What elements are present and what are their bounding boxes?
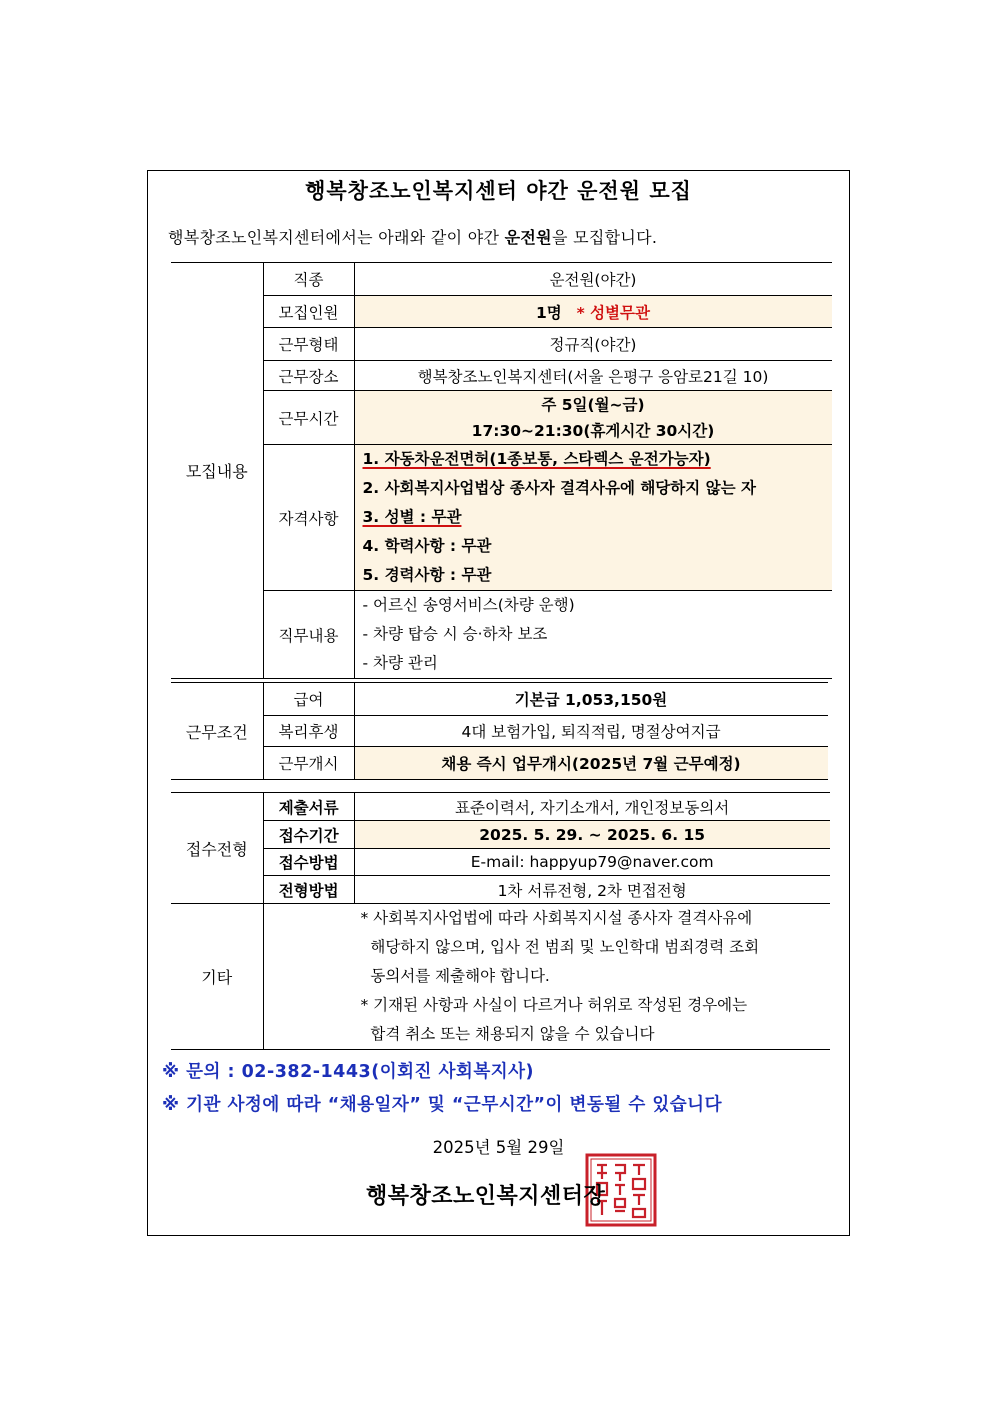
job-type-label: 직종	[263, 263, 354, 296]
recruit-group-label: 모집내용	[171, 263, 263, 679]
contact-info: ※ 문의 : 02-382-1443(이회진 사회복지사)	[162, 1062, 535, 1082]
docs-value: 표준이력서, 자기소개서, 개인정보동의서	[354, 793, 829, 821]
qualification-item: 5. 경력사항 : 무관	[362, 566, 492, 584]
qualification-item: 1. 자동차운전면허(1종보통, 스타렉스 운전가능자)	[362, 450, 711, 468]
duty-item: - 차량 탑승 시 승·하차 보조	[362, 625, 548, 643]
recruitment-notice	[147, 170, 850, 1236]
qualification-list	[354, 445, 832, 591]
etc-note-line: 동의서를 제출해야 합니다.	[360, 967, 550, 985]
etc-note-line: 합격 취소 또는 채용되지 않을 수 있습니다	[360, 1025, 655, 1043]
qualification-label: 자격사항	[263, 445, 354, 591]
duty-item: - 어르신 송영서비스(차량 운행)	[362, 596, 575, 614]
etc-note-line: 해당하지 않으며, 입사 전 범죄 및 노인학대 범죄경력 조회	[360, 938, 760, 956]
duties-label: 직무내용	[263, 591, 354, 679]
salary-value: 기본급 1,053,150원	[354, 683, 828, 716]
application-table	[171, 792, 830, 1050]
process-value: 1차 서류전형, 2차 면접전형	[354, 876, 829, 904]
method-label: 접수방법	[263, 849, 354, 876]
start-label: 근무개시	[263, 747, 354, 780]
conditions-table	[171, 682, 828, 780]
job-type-value: 운전원(야간)	[354, 263, 832, 296]
method-value: E-mail: happyup79@naver.com	[354, 849, 829, 876]
start-value: 채용 즉시 업무개시(2025년 7월 근무예정)	[354, 747, 828, 780]
salary-label: 급여	[263, 683, 354, 716]
headcount-label: 모집인원	[263, 296, 354, 328]
duties-list	[354, 591, 832, 679]
conditions-group-label: 근무조건	[171, 683, 263, 780]
etc-notes	[263, 904, 830, 1050]
intro-text: 행복창조노인복지센터에서는 아래와 같이 야간 운전원을 모집합니다.	[168, 228, 658, 247]
etc-group-label: 기타	[171, 904, 263, 1050]
work-form-value: 정규직(야간)	[354, 328, 832, 361]
page-title: 행복창조노인복지센터 야간 운전원 모집	[305, 179, 692, 203]
etc-note-line: * 사회복지사업법에 따라 사회복지시설 종사자 결격사유에	[360, 909, 753, 927]
signature: 행복창조노인복지센터장	[366, 1184, 606, 1209]
duty-item: - 차량 관리	[362, 654, 438, 672]
welfare-label: 복리후생	[263, 716, 354, 747]
notice-date: 2025년 5월 29일	[432, 1138, 565, 1157]
docs-label: 제출서류	[263, 793, 354, 821]
headcount-value: 1명 * 성별무관	[354, 296, 832, 328]
hours-label: 근무시간	[263, 391, 354, 445]
hours-value: 주 5일(월~금) 17:30~21:30(휴게시간 30시간)	[354, 391, 832, 445]
application-group-label: 접수전형	[171, 793, 263, 904]
process-label: 전형방법	[263, 876, 354, 904]
etc-note-line: * 기재된 사항과 사실이 다르거나 허위로 작성된 경우에는	[360, 996, 748, 1014]
headcount-note: * 성별무관	[576, 303, 650, 322]
location-value: 행복창조노인복지센터(서울 은평구 응암로21길 10)	[354, 361, 832, 391]
qualification-item: 4. 학력사항 : 무관	[362, 537, 492, 555]
location-label: 근무장소	[263, 361, 354, 391]
work-form-label: 근무형태	[263, 328, 354, 361]
change-notice: ※ 기관 사정에 따라 “채용일자” 및 “근무시간”이 변동될 수 있습니다	[162, 1095, 722, 1115]
period-value: 2025. 5. 29. ~ 2025. 6. 15	[354, 821, 829, 849]
qualification-item: 2. 사회복지사업법상 종사자 결격사유에 해당하지 않는 자	[362, 479, 756, 497]
recruit-table	[171, 262, 832, 679]
period-label: 접수기간	[263, 821, 354, 849]
welfare-value: 4대 보험가입, 퇴직적립, 명절상여지급	[354, 716, 828, 747]
qualification-item: 3. 성별 : 무관	[362, 508, 462, 526]
